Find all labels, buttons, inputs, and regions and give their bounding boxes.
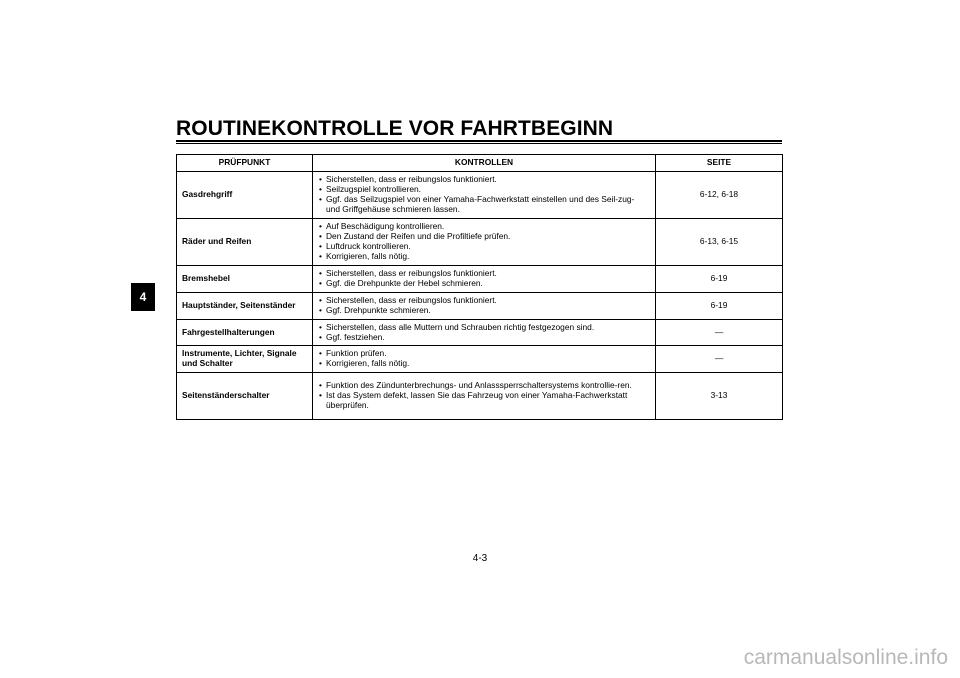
check-item: • Ggf. festziehen.: [318, 333, 650, 343]
row-item: Hauptständer, Seitenständer: [177, 292, 313, 319]
row-item: Bremshebel: [177, 266, 313, 293]
check-item: • Sicherstellen, dass er reibungslos funktioniert.: [318, 269, 650, 279]
row-item: Räder und Reifen: [177, 219, 313, 266]
table-row: [177, 172, 783, 219]
row-checks: [313, 319, 656, 346]
row-page: 3-13: [656, 373, 783, 420]
page-number: 4-3: [472, 553, 488, 564]
row-page: 6-19: [656, 292, 783, 319]
row-page: 6-13, 6-15: [656, 219, 783, 266]
column-header-checks: KONTROLLEN: [313, 155, 656, 172]
inspection-table: [176, 154, 783, 420]
title-rule: [176, 140, 782, 142]
row-checks: [313, 373, 656, 420]
table-row: [177, 346, 783, 373]
row-page: 6-12, 6-18: [656, 172, 783, 219]
check-item: • Sicherstellen, dass alle Muttern und Schrauben richtig festgezogen sind.: [318, 323, 650, 333]
check-item: • Korrigieren, falls nötig.: [318, 252, 650, 262]
check-item: • Ggf. die Drehpunkte der Hebel schmieren.: [318, 279, 650, 289]
row-item: Seitenständerschalter: [177, 373, 313, 420]
check-item: • Sicherstellen, dass er reibungslos funktioniert.: [318, 175, 650, 185]
row-checks: [313, 172, 656, 219]
row-page: —: [656, 346, 783, 373]
check-item: • Ist das System defekt, lassen Sie das Fahrzeug von einer Yamaha-Fachwerkstatt überprüfen.: [318, 391, 650, 411]
row-checks: [313, 219, 656, 266]
check-item: • Ggf. das Seilzugspiel von einer Yamaha-Fachwerkstatt einstellen und des Seil-zug- und Griffgehäuse schmieren lassen.: [318, 195, 650, 215]
check-item: • Seilzugspiel kontrollieren.: [318, 185, 650, 195]
check-item: • Funktion des Zündunterbrechungs- und Anlasssperrschaltersystems kontrollie-ren.: [318, 381, 650, 391]
table-header-row: [177, 155, 783, 172]
column-header-page: SEITE: [656, 155, 783, 172]
page-title: ROUTINEKONTROLLE VOR FAHRTBEGINN: [176, 117, 614, 140]
check-item: • Korrigieren, falls nötig.: [318, 359, 650, 369]
check-item: • Auf Beschädigung kontrollieren.: [318, 222, 650, 232]
table-row: [177, 292, 783, 319]
row-item: Gasdrehgriff: [177, 172, 313, 219]
watermark: carmanualsonline.info: [743, 646, 948, 669]
title-rule-thin: [176, 143, 782, 144]
check-item: • Luftdruck kontrollieren.: [318, 242, 650, 252]
table-row: [177, 319, 783, 346]
row-checks: [313, 266, 656, 293]
check-item: • Funktion prüfen.: [318, 349, 650, 359]
chapter-tab: 4: [131, 283, 155, 311]
row-page: 6-19: [656, 266, 783, 293]
row-checks: [313, 346, 656, 373]
row-item: Instrumente, Lichter, Signale und Schalter: [177, 346, 313, 373]
table-row: [177, 373, 783, 420]
check-item: • Sicherstellen, dass er reibungslos funktioniert.: [318, 296, 650, 306]
row-page: —: [656, 319, 783, 346]
table-row: [177, 219, 783, 266]
row-item: Fahrgestellhalterungen: [177, 319, 313, 346]
table-row: [177, 266, 783, 293]
check-item: • Den Zustand der Reifen und die Profiltiefe prüfen.: [318, 232, 650, 242]
check-item: • Ggf. Drehpunkte schmieren.: [318, 306, 650, 316]
column-header-item: PRÜFPUNKT: [177, 155, 313, 172]
row-checks: [313, 292, 656, 319]
